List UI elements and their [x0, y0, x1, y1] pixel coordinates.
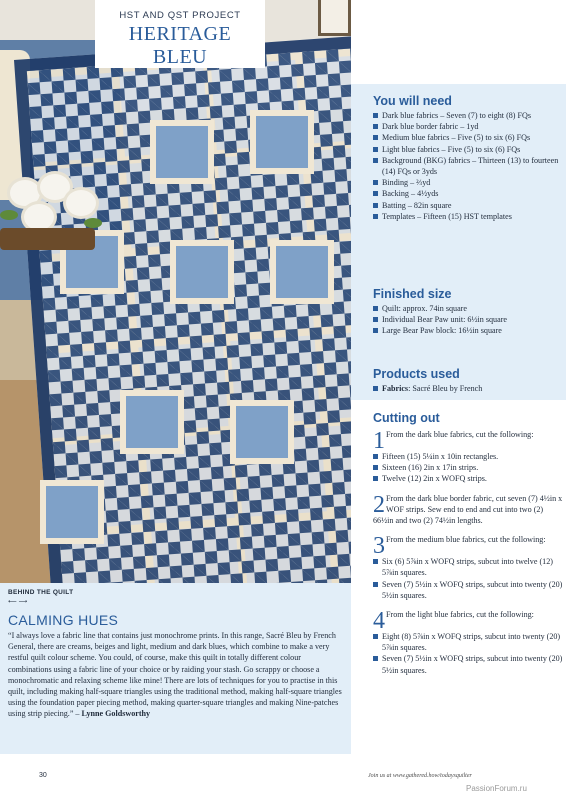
- list-item: [373, 200, 561, 211]
- list-item: [373, 144, 561, 155]
- designer-quote: [8, 630, 344, 720]
- list-item: [373, 631, 563, 653]
- finished-size-section: [373, 287, 561, 337]
- step-list: [373, 451, 563, 485]
- list-item-text: Binding – ⅔yd: [382, 178, 431, 188]
- list-item: [373, 451, 563, 462]
- right-column: [351, 0, 566, 800]
- cutting-out-section: [373, 411, 563, 676]
- list-item-text: Quilt: approx. 74in square: [382, 304, 467, 313]
- project-kicker: HST AND QST PROJECT: [119, 10, 241, 21]
- bullet-icon: [373, 634, 378, 639]
- bullet-icon: [373, 454, 378, 459]
- products-used-list: [373, 383, 561, 394]
- list-item: [373, 303, 561, 314]
- bullet-icon: [373, 317, 378, 322]
- list-item-text: Seven (7) 5½in x WOFQ strips, subcut into twenty (20) 5½in squares.: [382, 654, 563, 675]
- flower: [24, 204, 54, 230]
- cutting-step: [373, 429, 563, 485]
- bear-paw-block: [120, 390, 184, 454]
- picture-frame: [318, 0, 351, 36]
- list-item: [373, 383, 561, 394]
- leaf: [0, 210, 18, 220]
- list-item: [373, 177, 561, 188]
- bullet-icon: [373, 476, 378, 481]
- step-lead: From the medium blue fabrics, cut the following:: [386, 535, 546, 545]
- step-lead: From the dark blue fabrics, cut the following:: [386, 430, 534, 439]
- list-item: [373, 653, 563, 675]
- step-number: 3: [373, 533, 385, 560]
- products-used-heading: Products used: [373, 367, 460, 381]
- bear-paw-block: [230, 400, 294, 464]
- list-item: [373, 325, 561, 336]
- bullet-icon: [373, 158, 378, 163]
- bullet-icon: [373, 191, 378, 196]
- finished-size-list: [373, 303, 561, 337]
- list-item-text: Light blue fabrics – Five (5) to six (6) FQs: [382, 144, 521, 154]
- bullet-icon: [373, 180, 378, 185]
- wicker-tray: [0, 228, 95, 250]
- bullet-icon: [373, 306, 378, 311]
- step-number: 4: [373, 608, 385, 635]
- watermark: PassionForum.ru: [466, 784, 527, 793]
- quote-text: “I always love a fabric line that contains just monochrome prints. In this range, Sacré Bleu by French General, there are creams, beiges and light, medium and dark blues, which combine to make a very restful quilt colour scheme. You could, of course, make this quilt in totally different colour combinations using a fabric line of your choice or by raiding your stash. Go scrappy or choose a monochromatic and relaxing scheme like mine! There are lots of techniques for you to practise in this quilt, including making half-square triangles using the traditional method, making half-square triangles using the foundation paper piecing method, making quarter-square triangles and making Nine-patches using strip piecing.” –: [8, 631, 342, 719]
- flower: [66, 190, 96, 216]
- bear-paw-block: [150, 120, 214, 184]
- footer-url: Join us at www.gathered.how/todaysquilter: [368, 773, 472, 779]
- bullet-icon: [373, 386, 378, 391]
- bullet-icon: [373, 582, 378, 587]
- list-item-text: Sixteen (16) 2in x 17in strips.: [382, 463, 479, 473]
- list-item-text: Backing – 4½yds: [382, 189, 439, 199]
- bear-paw-block: [170, 240, 234, 304]
- cutting-out-heading: Cutting out: [373, 411, 440, 425]
- list-item-text: Dark blue border fabric – 1yd: [382, 122, 479, 132]
- list-item-text: Background (BKG) fabrics – Thirteen (13) to fourteen (14) FQs or 3yds: [382, 155, 559, 177]
- bear-paw-block: [250, 110, 314, 174]
- cutting-step: [373, 493, 563, 527]
- products-text: : Sacré Bleu by French: [408, 384, 483, 393]
- step-lead: From the light blue fabrics, cut the following:: [386, 610, 534, 620]
- bullet-icon: [373, 203, 378, 208]
- quote-author: Lynne Goldsworthy: [81, 709, 151, 719]
- finished-size-heading: Finished size: [373, 287, 452, 301]
- step-number: 2: [373, 491, 385, 518]
- bullet-icon: [373, 465, 378, 470]
- you-will-need-section: [373, 94, 561, 222]
- bear-paw-block: [40, 480, 104, 544]
- products-label: Fabrics: [382, 384, 409, 393]
- title-tab: [95, 0, 265, 68]
- list-item-text: Individual Bear Paw unit: 6½in square: [382, 315, 507, 325]
- step-list: [373, 556, 563, 601]
- list-item-text: Eight (8) 5⅞in x WOFQ strips, subcut into twenty (20) 5⅞in squares.: [382, 632, 561, 653]
- list-item: [373, 314, 561, 325]
- list-item: [373, 462, 563, 473]
- step-number: 1: [373, 428, 385, 454]
- list-item-text: Seven (7) 5½in x WOFQ strips, subcut into twenty (20) 5½in squares.: [382, 579, 563, 600]
- bear-paw-block: [270, 240, 334, 304]
- list-item: [373, 110, 561, 121]
- step-list: [373, 631, 563, 676]
- page-title-line-2: BLEU: [152, 46, 208, 68]
- bullet-icon: [373, 559, 378, 564]
- behind-kicker: BEHIND THE QUILT: [8, 589, 74, 596]
- list-item: [373, 132, 561, 143]
- behind-the-quilt-box: [0, 583, 351, 754]
- list-item: [373, 155, 561, 177]
- leaf: [84, 218, 102, 228]
- list-item-text: Fifteen (15) 5¼in x 10in rectangles.: [382, 452, 499, 461]
- list-item: [373, 188, 561, 199]
- bullet-icon: [373, 328, 378, 333]
- list-item: [373, 579, 563, 601]
- bullet-icon: [373, 135, 378, 140]
- cutting-step: [373, 609, 563, 676]
- bullet-icon: [373, 656, 378, 661]
- list-item-text: Twelve (12) 2in x WOFQ strips.: [382, 474, 487, 484]
- bullet-icon: [373, 113, 378, 118]
- list-item: [373, 121, 561, 132]
- list-item-text: Batting – 82in square: [382, 200, 452, 210]
- step-lead: From the dark blue border fabric, cut seven (7) 4½in x WOF strips. Sew end to end and cut into two (2) 66½in and two (2) 74½in lengths.: [373, 493, 563, 526]
- list-item: [373, 556, 563, 578]
- you-will-need-heading: You will need: [373, 94, 452, 108]
- list-item-text: Six (6) 5⅞in x WOFQ strips, subcut into twelve (12) 5⅞in squares.: [382, 557, 553, 578]
- requirements-panel: [351, 84, 566, 400]
- quilt-photo: [0, 0, 351, 583]
- bullet-icon: [373, 214, 378, 219]
- page-title-line-1: HERITAGE: [128, 23, 232, 45]
- page-number: 30: [39, 772, 47, 779]
- flower: [40, 174, 70, 200]
- list-item: [373, 211, 561, 222]
- behind-heading: CALMING HUES: [8, 612, 119, 628]
- list-item-text: Medium blue fabrics – Five (5) to six (6) FQs: [382, 133, 531, 143]
- products-used-section: [373, 367, 561, 394]
- cutting-step: [373, 534, 563, 601]
- bullet-icon: [373, 147, 378, 152]
- list-item-text: Templates – Fifteen (15) HST templates: [382, 211, 512, 221]
- list-item-text: Large Bear Paw block: 16½in square: [382, 326, 502, 336]
- list-item-text: Dark blue fabrics – Seven (7) to eight (8) FQs: [382, 111, 532, 120]
- list-item: [373, 473, 563, 484]
- you-will-need-list: [373, 110, 561, 222]
- bullet-icon: [373, 124, 378, 129]
- arrows-icon: ⟵ ⟶: [8, 598, 28, 605]
- flower: [10, 180, 40, 206]
